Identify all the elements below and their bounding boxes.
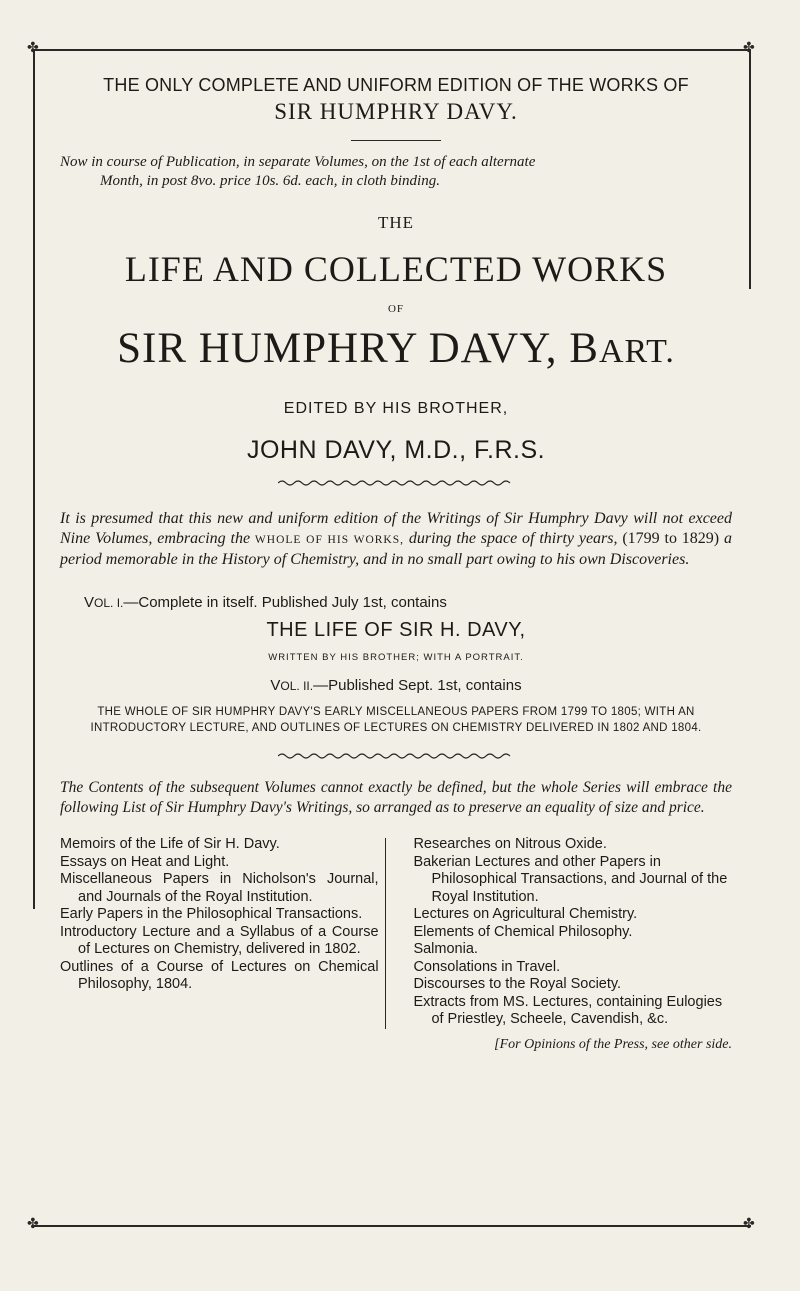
advertisement-page <box>60 74 732 1053</box>
list-item: Memoirs of the Life of Sir H. Davy. <box>60 836 280 852</box>
intro-paragraph <box>60 509 732 570</box>
publication-note-line-1: Now in course of Publication, in separate Volumes, on the 1st of each alternate <box>60 154 536 170</box>
list-item: Lectures on Agricultural Chemistry. <box>413 906 638 922</box>
list-item: Salmonia. <box>413 941 478 957</box>
wavy-divider <box>278 479 514 487</box>
right-border-rule <box>749 49 751 289</box>
title-of: OF <box>387 303 405 315</box>
vol2-text: —Published Sept. 1st, contains <box>313 677 522 694</box>
wavy-divider <box>278 752 514 760</box>
left-border-rule <box>33 49 35 909</box>
vol1-label-rest: OL. I. <box>94 596 124 610</box>
title-name-text: SIR HUMPHRY DAVY, <box>117 325 558 372</box>
corner-ornament-icon: ✤ <box>743 1217 755 1232</box>
list-item: Consolations in Travel. <box>413 958 561 975</box>
intro-text-3: a period memorable in the History of Chemistry, and in no small part owing to his own Discoveries. <box>60 530 732 568</box>
edited-by: EDITED BY HIS BROTHER, <box>283 400 509 417</box>
intro-text-2: during the space of thirty years, <box>404 530 623 547</box>
header-line-1: THE ONLY COMPLETE AND UNIFORM EDITION OF THE WORKS OF <box>103 75 689 95</box>
volume-1-title: THE LIFE OF SIR H. DAVY, <box>266 619 526 641</box>
corner-ornament-icon: ✤ <box>27 41 39 56</box>
bottom-border-rule <box>33 1225 751 1227</box>
vol1-label-initial: V <box>84 594 95 611</box>
list-item: Early Papers in the Philosophical Transactions. <box>60 906 363 922</box>
intro-years: (1799 to 1829) <box>622 530 720 547</box>
vol2-label-initial: V <box>270 677 281 694</box>
title-bart-initial: B <box>569 325 599 372</box>
title-bart-rest: ART. <box>598 333 675 370</box>
list-item: Elements of Chemical Philosophy. <box>413 923 633 940</box>
volume-1-subtitle: WRITTEN BY HIS BROTHER; WITH A PORTRAIT. <box>268 652 524 663</box>
writings-list <box>60 836 732 1029</box>
publication-note-line-2: Month, in post 8vo. price 10s. 6d. each, in cloth binding. <box>100 173 440 189</box>
writings-list-left <box>60 836 379 1029</box>
publication-note <box>60 153 732 191</box>
vol1-text: —Complete in itself. Published July 1st, contains <box>123 594 447 611</box>
intro-text-1: It is presumed that this new and uniform edition of the Writings of Sir Humphry Davy will not exceed Nine Volumes, embracing the <box>60 510 732 547</box>
list-item: Introductory Lecture and a Syllabus of a Course of Lectures on Chemistry, delivered in 1802. <box>60 923 379 957</box>
volume-1-line <box>84 594 732 611</box>
list-item: Extracts from MS. Lectures, containing Eulogies of Priestley, Scheele, Cavendish, &c. <box>413 993 723 1027</box>
footer-note: [For Opinions of the Press, see other side. <box>494 1036 732 1052</box>
writings-list-right <box>397 836 732 1029</box>
corner-ornament-icon: ✤ <box>27 1217 39 1232</box>
list-item: Essays on Heat and Light. <box>60 853 230 870</box>
contents-note: The Contents of the subsequent Volumes cannot exactly be defined, but the whole Series will embrace the following List of Sir Humphry Davy's Writings, so arranged as to preserve an equality of size and price. <box>60 779 732 816</box>
corner-ornament-icon: ✤ <box>743 41 755 56</box>
list-item: Discourses to the Royal Society. <box>413 976 622 992</box>
intro-whole-of-works: WHOLE OF HIS WORKS, <box>254 534 405 546</box>
list-item: Researches on Nitrous Oxide. <box>413 836 607 852</box>
list-item: Outlines of a Course of Lectures on Chemical Philosophy, 1804. <box>60 958 379 992</box>
editor-name: JOHN DAVY, M.D., F.R.S. <box>246 436 546 464</box>
top-border-rule <box>33 49 751 51</box>
list-item: Bakerian Lectures and other Papers in Philosophical Transactions, and Journal of the Royal Institution. <box>413 853 728 905</box>
volume-2-line <box>60 677 732 694</box>
vol2-label-rest: OL. II. <box>280 679 314 693</box>
title-main: LIFE AND COLLECTED WORKS <box>124 249 668 289</box>
title-the: THE <box>377 213 415 232</box>
short-divider <box>351 140 441 141</box>
list-item: Miscellaneous Papers in Nicholson's Journal, and Journals of the Royal Institution. <box>60 871 379 905</box>
column-brace <box>385 838 398 1029</box>
header-line-2: SIR HUMPHRY DAVY. <box>274 99 518 124</box>
title-name <box>60 325 732 376</box>
volume-2-contents: THE WHOLE OF SIR HUMPHRY DAVY'S EARLY MISCELLANEOUS PAPERS FROM 1799 TO 1805; WITH AN INTRODUCTORY LECTURE, AND OUTLINES OF LECTURES ON CHEMISTRY DELIVERED IN 1802 AND 1804. <box>90 706 702 734</box>
